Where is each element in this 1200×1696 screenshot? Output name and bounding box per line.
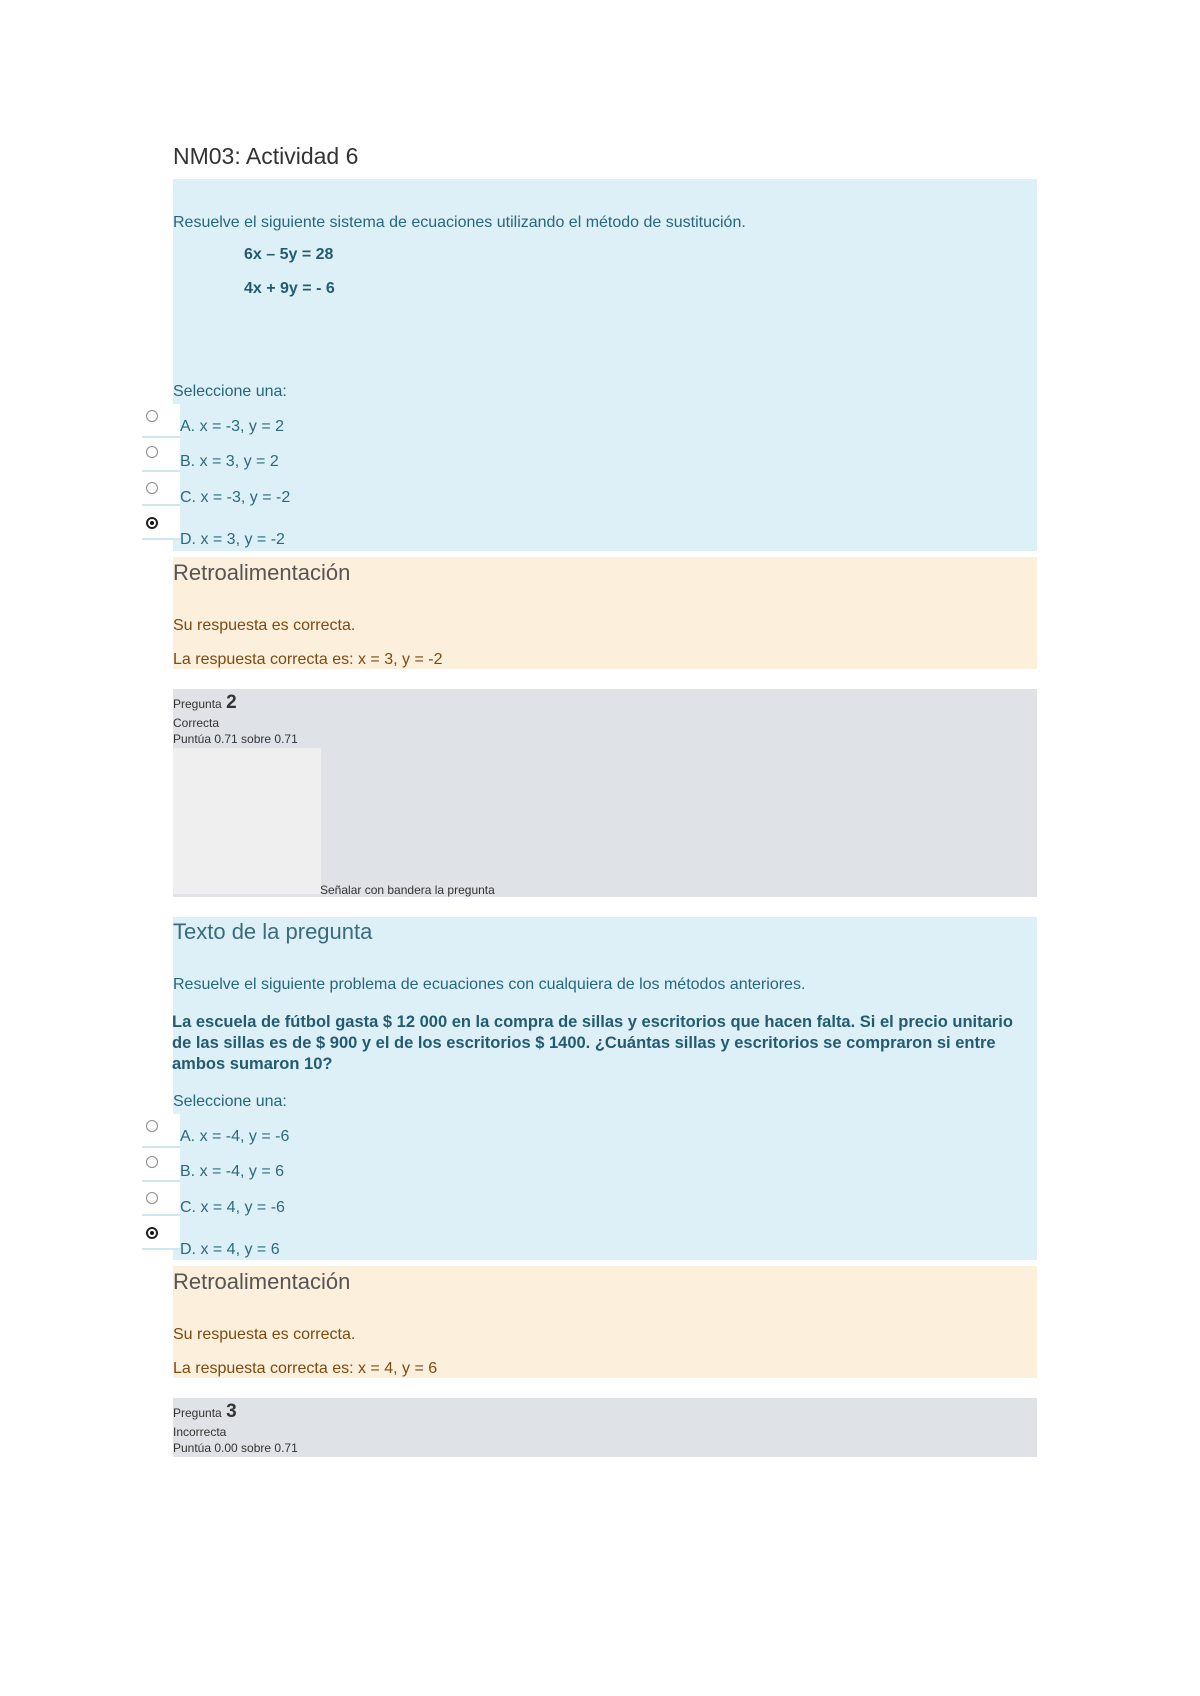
feedback-1-heading: Retroalimentación	[173, 560, 351, 585]
question-3-state: Incorrecta	[173, 1425, 227, 1439]
flag-question-link[interactable]: Señalar con bandera la pregunta	[320, 883, 495, 897]
feedback-2-answer: La respuesta correcta es: x = 4, y = 6	[173, 1360, 438, 1377]
q1-option-b-label[interactable]: B. x = 3, y = 2	[180, 453, 279, 470]
question-2-problem: La escuela de fútbol gasta $ 12 000 en la compra de sillas y escritorios que hacen falta. Si el precio unitario de las sillas es de $ 900 y el de los escritorios $ 1400. ¿Cuántas sillas y escritorios se compraron si entre ambos sumaron 10?	[172, 1013, 1013, 1073]
question-label: Pregunta	[173, 1406, 222, 1420]
q2-option-a-label[interactable]: A. x = -4, y = -6	[180, 1128, 290, 1145]
feedback-2-heading: Retroalimentación	[173, 1269, 351, 1294]
q2-option-a-radio[interactable]	[146, 1120, 158, 1132]
q2-option-d-radio[interactable]	[146, 1227, 158, 1239]
q1-option-c-radio[interactable]	[146, 482, 158, 494]
question-number: 3	[226, 1401, 237, 1422]
feedback-2-status: Su respuesta es correcta.	[173, 1326, 356, 1343]
q1-option-d-radio[interactable]	[146, 517, 158, 529]
feedback-1-status: Su respuesta es correcta.	[173, 617, 356, 634]
feedback-1-answer: La respuesta correcta es: x = 3, y = -2	[173, 651, 443, 668]
question-1-instruction: Resuelve el siguiente sistema de ecuaciones utilizando el método de sustitución.	[173, 214, 746, 231]
q1-option-a-label[interactable]: A. x = -3, y = 2	[180, 418, 285, 435]
question-2-instruction: Resuelve el siguiente problema de ecuaciones con cualquiera de los métodos anteriores.	[173, 976, 806, 993]
question-3-number	[173, 1401, 237, 1423]
q1-option-c-label[interactable]: C. x = -3, y = -2	[180, 489, 291, 506]
question-3-score: Puntúa 0.00 sobre 0.71	[173, 1441, 298, 1455]
q2-option-c-radio[interactable]	[146, 1192, 158, 1204]
q2-option-c-label[interactable]: C. x = 4, y = -6	[180, 1199, 285, 1216]
question-2-info-panel	[173, 748, 321, 894]
equation-2: 4x + 9y = - 6	[244, 280, 335, 297]
question-1-content	[173, 179, 1037, 551]
question-2-score: Puntúa 0.71 sobre 0.71	[173, 732, 298, 746]
q1-option-b-radio[interactable]	[146, 446, 158, 458]
equation-1: 6x – 5y = 28	[244, 246, 334, 263]
q2-option-b-radio[interactable]	[146, 1156, 158, 1168]
question-2-number	[173, 692, 237, 714]
question-2-heading: Texto de la pregunta	[173, 919, 373, 944]
q1-option-d-label[interactable]: D. x = 3, y = -2	[180, 531, 285, 548]
page-title: NM03: Actividad 6	[173, 143, 359, 169]
question-2-prompt: Seleccione una:	[173, 1093, 287, 1110]
question-1-prompt: Seleccione una:	[173, 383, 287, 400]
question-2-content	[173, 917, 1037, 1260]
q1-option-a-radio[interactable]	[146, 410, 158, 422]
question-3-info	[173, 1398, 1037, 1457]
q2-option-b-label[interactable]: B. x = -4, y = 6	[180, 1163, 285, 1180]
question-number: 2	[226, 692, 237, 713]
question-2-state: Correcta	[173, 716, 220, 730]
question-label: Pregunta	[173, 697, 222, 711]
q2-option-d-label[interactable]: D. x = 4, y = 6	[180, 1241, 280, 1258]
